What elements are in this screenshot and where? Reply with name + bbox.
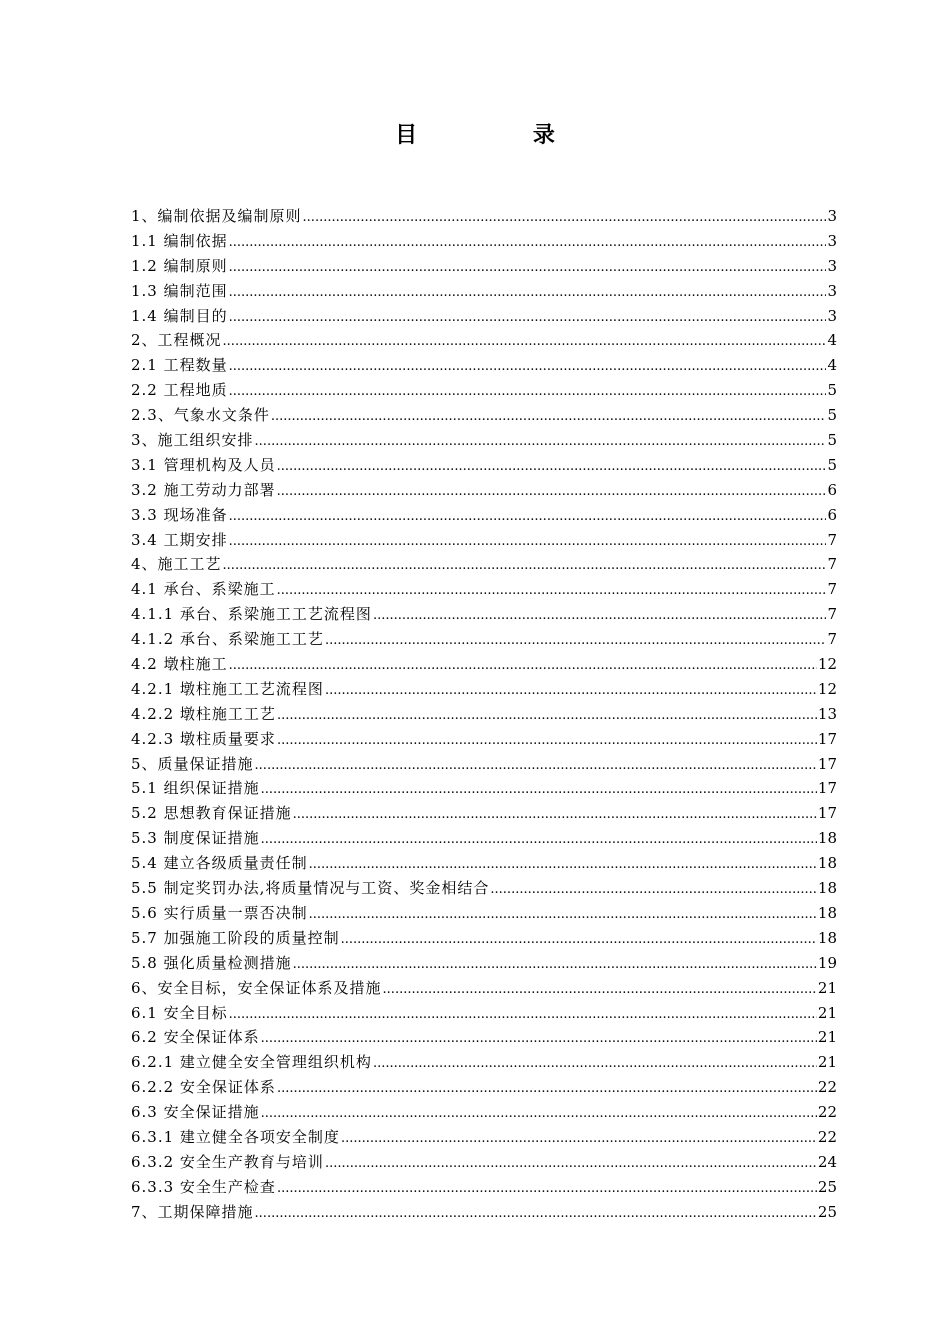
- toc-entry-page-number: 6: [827, 505, 837, 524]
- toc-entry[interactable]: [131, 1175, 837, 1200]
- toc-dot-leader: [223, 554, 827, 579]
- toc-entry-page-number: 18: [817, 879, 837, 898]
- toc-entry-label: 4.1.2 承台、系梁施工工艺: [131, 630, 324, 649]
- toc-entry[interactable]: [131, 1150, 837, 1175]
- toc-entry-page-number: 22: [817, 1078, 837, 1097]
- toc-entry[interactable]: [131, 1050, 837, 1075]
- toc-entry-label: 2.2 工程地质: [131, 381, 228, 400]
- toc-entry-label: 5.4 建立各级质量责任制: [131, 854, 308, 873]
- toc-entry-label: 4.2.2 墩柱施工工艺: [131, 704, 276, 723]
- toc-entry-label: 6.3.1 建立健全各项安全制度: [131, 1127, 340, 1146]
- toc-entry-label: 1.1 编制依据: [131, 231, 228, 250]
- toc-dot-leader: [309, 903, 817, 928]
- toc-entry[interactable]: [131, 279, 837, 304]
- toc-entry[interactable]: [131, 976, 837, 1001]
- toc-entry[interactable]: [131, 503, 837, 528]
- toc-entry[interactable]: [131, 1075, 837, 1100]
- toc-dot-leader: [490, 878, 817, 903]
- toc-entry-page-number: 12: [817, 655, 837, 674]
- toc-entry[interactable]: [131, 951, 837, 976]
- toc-entry-page-number: 17: [817, 804, 837, 823]
- toc-dot-leader: [261, 828, 817, 853]
- toc-dot-leader: [229, 281, 827, 306]
- toc-dot-leader: [277, 704, 817, 729]
- toc-entry[interactable]: [131, 204, 837, 229]
- toc-entry-label: 2.1 工程数量: [131, 356, 228, 375]
- toc-dot-leader: [255, 754, 817, 779]
- toc-dot-leader: [325, 1152, 817, 1177]
- toc-dot-leader: [277, 480, 827, 505]
- toc-entry-page-number: 5: [827, 431, 837, 450]
- toc-entry-label: 3.1 管理机构及人员: [131, 455, 276, 474]
- toc-entry-label: 2、工程概况: [131, 331, 222, 350]
- toc-entry-label: 1、编制依据及编制原则: [131, 207, 302, 225]
- toc-entry-page-number: 22: [817, 1103, 837, 1122]
- toc-entry-page-number: 17: [817, 729, 837, 748]
- toc-entry-page-number: 5: [827, 406, 837, 425]
- toc-entry[interactable]: [131, 1200, 837, 1225]
- toc-entry[interactable]: [131, 926, 837, 951]
- toc-entry-page-number: 18: [817, 829, 837, 848]
- toc-entry[interactable]: [131, 403, 837, 428]
- toc-entry-label: 4.1 承台、系梁施工: [131, 580, 276, 599]
- toc-entry-label: 6、安全目标，安全保证体系及措施: [131, 978, 382, 997]
- toc-entry-label: 6.1 安全目标: [131, 1003, 228, 1022]
- toc-entry[interactable]: [131, 752, 837, 777]
- toc-entry[interactable]: [131, 826, 837, 851]
- toc-entry-label: 2.3、气象水文条件: [131, 406, 270, 425]
- toc-entry-label: 6.2.2 安全保证体系: [131, 1078, 276, 1097]
- toc-entry-page-number: 18: [817, 854, 837, 873]
- toc-entry[interactable]: [131, 1125, 837, 1150]
- toc-dot-leader: [341, 928, 817, 953]
- toc-dot-leader: [229, 654, 817, 679]
- toc-entry-label: 3.2 施工劳动力部署: [131, 480, 276, 499]
- toc-entry-page-number: 13: [817, 704, 837, 723]
- toc-dot-leader: [229, 530, 827, 555]
- toc-title: 目 录: [395, 122, 609, 148]
- toc-entry-page-number: 12: [817, 679, 837, 698]
- toc-entry-label: 5.1 组织保证措施: [131, 779, 260, 798]
- toc-entry[interactable]: [131, 428, 837, 453]
- toc-entry[interactable]: [131, 304, 837, 329]
- toc-entry-label: 4、施工工艺: [131, 555, 222, 574]
- toc-dot-leader: [293, 803, 817, 828]
- toc-entry-page-number: 3: [827, 207, 837, 225]
- toc-entry[interactable]: [131, 353, 837, 378]
- toc-entry-page-number: 17: [817, 754, 837, 773]
- toc-dot-leader: [229, 231, 827, 256]
- toc-entry-page-number: 17: [817, 779, 837, 798]
- toc-entry-label: 5.8 强化质量检测措施: [131, 953, 292, 972]
- toc-dot-leader: [325, 629, 827, 654]
- toc-entry-page-number: 21: [817, 1053, 837, 1072]
- toc-entry[interactable]: [131, 229, 837, 254]
- toc-entry[interactable]: [131, 602, 837, 627]
- toc-dot-leader: [229, 256, 827, 281]
- toc-entry-label: 5.2 思想教育保证措施: [131, 804, 292, 823]
- toc-dot-leader: [373, 1052, 817, 1077]
- toc-dot-leader: [229, 505, 827, 530]
- toc-entry[interactable]: [131, 328, 837, 353]
- toc-dot-leader: [277, 579, 827, 604]
- toc-dot-leader: [229, 306, 827, 331]
- toc-entry[interactable]: [131, 677, 837, 702]
- toc-entry-page-number: 6: [827, 480, 837, 499]
- toc-entry-page-number: 7: [827, 605, 837, 624]
- toc-list: [131, 204, 837, 1225]
- toc-entry[interactable]: [131, 1025, 837, 1050]
- toc-entry-label: 4.1.1 承台、系梁施工工艺流程图: [131, 605, 372, 624]
- toc-entry-page-number: 4: [827, 356, 837, 375]
- toc-entry[interactable]: [131, 876, 837, 901]
- toc-entry-label: 4.2.3 墩柱质量要求: [131, 729, 276, 748]
- toc-entry[interactable]: [131, 702, 837, 727]
- toc-entry-page-number: 3: [827, 306, 837, 325]
- toc-entry-label: 3.3 现场准备: [131, 505, 228, 524]
- toc-dot-leader: [271, 405, 827, 430]
- toc-entry-label: 6.3.3 安全生产检查: [131, 1177, 276, 1196]
- toc-entry[interactable]: [131, 652, 837, 677]
- toc-entry-page-number: 3: [827, 256, 837, 275]
- toc-entry-page-number: 25: [817, 1202, 837, 1221]
- toc-entry[interactable]: [131, 1100, 837, 1125]
- toc-entry-page-number: 7: [827, 555, 837, 574]
- toc-dot-leader: [261, 778, 817, 803]
- toc-entry-page-number: 19: [817, 953, 837, 972]
- toc-entry-label: 5、质量保证措施: [131, 754, 254, 773]
- toc-entry-page-number: 5: [827, 381, 837, 400]
- toc-entry-label: 4.2 墩柱施工: [131, 655, 228, 674]
- toc-entry[interactable]: [131, 627, 837, 652]
- toc-entry-label: 6.2.1 建立健全安全管理组织机构: [131, 1053, 372, 1072]
- toc-entry-label: 6.2 安全保证体系: [131, 1028, 260, 1047]
- toc-dot-leader: [383, 978, 817, 1003]
- toc-entry-page-number: 4: [827, 331, 837, 350]
- toc-dot-leader: [229, 1003, 817, 1028]
- toc-entry-page-number: 7: [827, 530, 837, 549]
- toc-dot-leader: [229, 355, 827, 380]
- toc-entry[interactable]: [131, 453, 837, 478]
- toc-dot-leader: [277, 1177, 817, 1202]
- toc-entry-page-number: 3: [827, 281, 837, 300]
- toc-entry[interactable]: [131, 478, 837, 503]
- toc-entry[interactable]: [131, 727, 837, 752]
- toc-entry[interactable]: [131, 528, 837, 553]
- toc-entry-page-number: 7: [827, 580, 837, 599]
- toc-entry-label: 5.3 制度保证措施: [131, 829, 260, 848]
- toc-entry-page-number: 24: [817, 1152, 837, 1171]
- toc-dot-leader: [277, 729, 817, 754]
- toc-dot-leader: [277, 1077, 817, 1102]
- toc-entry-label: 5.5 制定奖罚办法,将质量情况与工资、奖金相结合: [131, 879, 490, 898]
- toc-entry[interactable]: [131, 552, 837, 577]
- toc-dot-leader: [261, 1102, 817, 1127]
- toc-dot-leader: [341, 1127, 817, 1152]
- toc-entry-label: 3.4 工期安排: [131, 530, 228, 549]
- toc-entry-page-number: 3: [827, 231, 837, 250]
- toc-entry-label: 1.3 编制范围: [131, 281, 228, 300]
- toc-entry-page-number: 18: [817, 903, 837, 922]
- toc-entry-label: 7、工期保障措施: [131, 1202, 254, 1221]
- toc-entry[interactable]: [131, 254, 837, 279]
- toc-entry-label: 1.2 编制原则: [131, 256, 228, 275]
- toc-entry[interactable]: [131, 776, 837, 801]
- toc-entry-label: 4.2.1 墩柱施工工艺流程图: [131, 679, 324, 698]
- toc-dot-leader: [261, 1027, 817, 1052]
- toc-entry[interactable]: [131, 851, 837, 876]
- toc-entry-page-number: 5: [827, 455, 837, 474]
- toc-entry-page-number: 18: [817, 928, 837, 947]
- toc-dot-leader: [229, 380, 827, 405]
- toc-entry-label: 6.3.2 安全生产教育与培训: [131, 1152, 324, 1171]
- toc-entry-label: 5.6 实行质量一票否决制: [131, 903, 308, 922]
- toc-entry-page-number: 21: [817, 1003, 837, 1022]
- toc-entry-page-number: 21: [817, 1028, 837, 1047]
- toc-entry-label: 3、施工组织安排: [131, 431, 254, 450]
- toc-dot-leader: [293, 953, 817, 978]
- toc-entry-label: 6.3 安全保证措施: [131, 1103, 260, 1122]
- toc-entry[interactable]: [131, 577, 837, 602]
- toc-entry-page-number: 21: [817, 978, 837, 997]
- toc-dot-leader: [303, 206, 827, 231]
- toc-entry-label: 5.7 加强施工阶段的质量控制: [131, 928, 340, 947]
- toc-dot-leader: [325, 679, 817, 704]
- toc-dot-leader: [255, 1202, 817, 1227]
- toc-dot-leader: [223, 330, 827, 355]
- toc-entry[interactable]: [131, 801, 837, 826]
- toc-dot-leader: [309, 853, 817, 878]
- toc-entry[interactable]: [131, 901, 837, 926]
- toc-entry[interactable]: [131, 1001, 837, 1026]
- toc-dot-leader: [277, 455, 827, 480]
- toc-dot-leader: [255, 430, 827, 455]
- toc-entry[interactable]: [131, 378, 837, 403]
- toc-entry-label: 1.4 编制目的: [131, 306, 228, 325]
- toc-dot-leader: [373, 604, 827, 629]
- toc-entry-page-number: 7: [827, 630, 837, 649]
- toc-entry-page-number: 22: [817, 1127, 837, 1146]
- toc-entry-page-number: 25: [817, 1177, 837, 1196]
